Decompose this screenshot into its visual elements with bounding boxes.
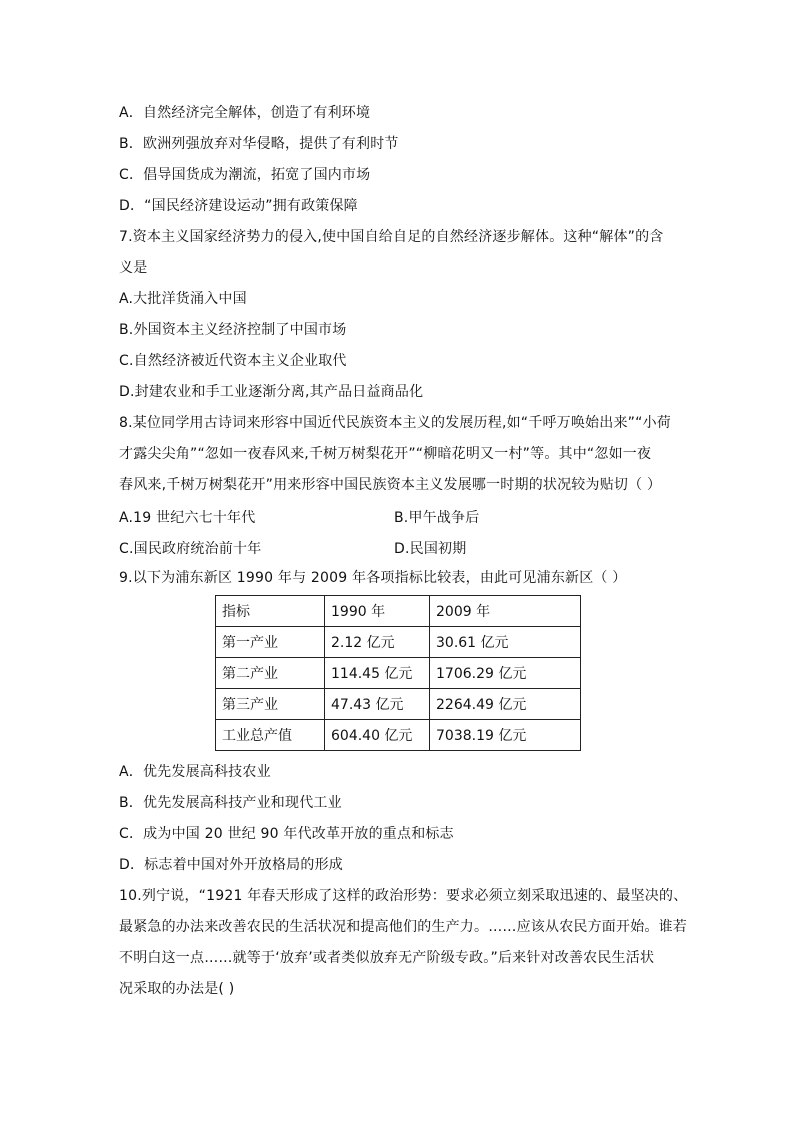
q10-stem-line1: 10.列宁说，“1921 年春天形成了这样的政治形势：要求必须立刻采取迅速的、最坚决的、: [119, 888, 688, 904]
table-row: [216, 627, 581, 658]
q6-option-d: D．“国民经济建设运动”拥有政策保障: [119, 198, 358, 214]
table-cell: 7038.19 亿元: [430, 720, 581, 751]
q10-stem-line3: 不明白这一点……就等于‘放弃’或者类似放弃无产阶级专政。”后来针对改善农民生活状: [119, 950, 655, 966]
table-cell: 47.43 亿元: [325, 689, 430, 720]
q8-option-c: C.国民政府统治前十年: [119, 541, 262, 557]
table-cell: 114.45 亿元: [325, 658, 430, 689]
table-cell: 604.40 亿元: [325, 720, 430, 751]
table-cell: 1706.29 亿元: [430, 658, 581, 689]
q8-stem-line3: 春风来,千树万树梨花开”用来形容中国民族资本主义发展哪一时期的状况较为贴切（ ）: [119, 477, 662, 493]
table-row: [216, 658, 581, 689]
q9-option-c: C．成为中国 20 世纪 90 年代改革开放的重点和标志: [119, 826, 454, 842]
q7-option-c: C.自然经济被近代资本主义企业取代: [119, 353, 347, 369]
table-cell: 第一产业: [216, 627, 325, 658]
q8-stem-line2: 才露尖尖角”“忽如一夜春风来,千树万树梨花开”“柳暗花明又一村”等。其中“忽如一夜: [119, 446, 652, 462]
table-header-cell: 指标: [216, 596, 325, 627]
q8-option-a: A.19 世纪六七十年代: [119, 510, 256, 526]
q7-option-d: D.封建农业和手工业逐渐分离,其产品日益商品化: [119, 384, 424, 400]
q7-option-b: B.外国资本主义经济控制了中国市场: [119, 322, 347, 338]
table-header-cell: 2009 年: [430, 596, 581, 627]
q10-stem-line2: 最紧急的办法来改善农民的生活状况和提高他们的生产力。……应该从农民方面开始。谁若: [119, 919, 687, 935]
q8-stem-line1: 8.某位同学用古诗词来形容中国近代民族资本主义的发展历程,如“千呼万唤始出来”“小荷: [119, 415, 671, 431]
q10-stem-line4: 况采取的办法是( ): [119, 981, 235, 997]
table-row: [216, 689, 581, 720]
table-cell: 2.12 亿元: [325, 627, 430, 658]
table-row: [216, 720, 581, 751]
table-cell: 第三产业: [216, 689, 325, 720]
q9-option-d: D．标志着中国对外开放格局的形成: [119, 857, 343, 873]
q8-option-d: D.民国初期: [394, 541, 467, 557]
q9-option-b: B．优先发展高科技产业和现代工业: [119, 795, 342, 811]
q8-option-b: B.甲午战争后: [394, 510, 480, 526]
q9-stem: 9.以下为浦东新区 1990 年与 2009 年各项指标比较表，由此可见浦东新区（ ）: [119, 570, 627, 586]
q7-stem-line1: 7.资本主义国家经济势力的侵入,使中国自给自足的自然经济逐步解体。这种“解体”的含: [119, 229, 664, 245]
table-cell: 30.61 亿元: [430, 627, 581, 658]
q6-option-b: B．欧洲列强放弃对华侵略，提供了有利时节: [119, 136, 399, 152]
q6-option-c: C．倡导国货成为潮流，拓宽了国内市场: [119, 167, 371, 183]
q9-option-a: A．优先发展高科技农业: [119, 764, 271, 780]
table-cell: 2264.49 亿元: [430, 689, 581, 720]
table-header-row: [216, 596, 581, 627]
q7-option-a: A.大批洋货涌入中国: [119, 291, 247, 307]
table-cell: 工业总产值: [216, 720, 325, 751]
q7-stem-line2: 义是: [119, 260, 148, 276]
table-header-cell: 1990 年: [325, 596, 430, 627]
q6-option-a: A．自然经济完全解体，创造了有利环境: [119, 105, 371, 121]
pudong-indicator-table: [215, 595, 581, 751]
table-cell: 第二产业: [216, 658, 325, 689]
